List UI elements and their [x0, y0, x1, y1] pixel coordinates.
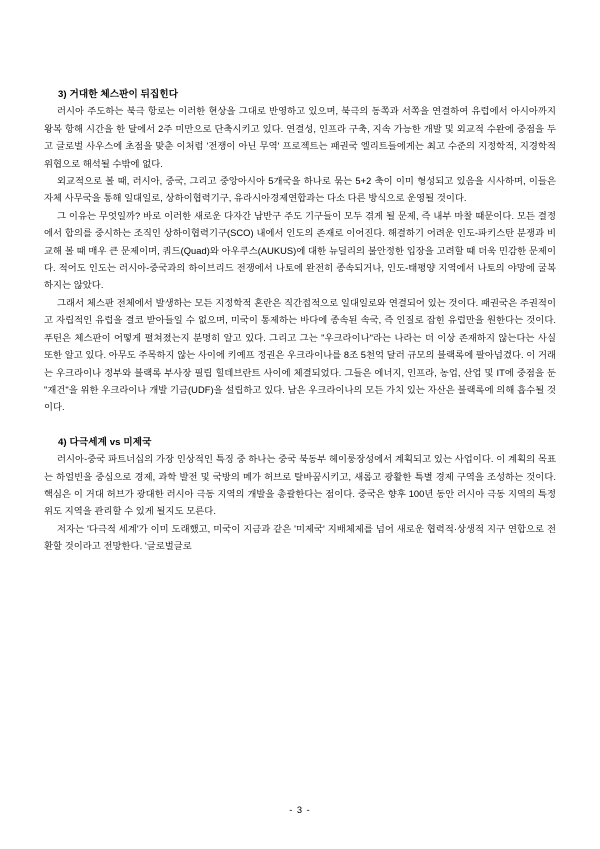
page-number: - 3 -: [289, 805, 311, 815]
paragraph: 그래서 체스판 전체에서 발생하는 모든 지정학적 혼란은 직간접적으로 일대일로와 연결되어 있는 것이다. 패권국은 주권적이고 자립적인 유럽을 결코 받아들일 수 없으며, 미국이 통제하는 바다에 종속된 속국, 즉 인질로 잡힌 유럽만을 원한다는 것이다. 푸틴은 체스판이 어떻게 펼쳐졌는지 분명히 알고 있다. 그리고 그는 "우크라이나"라는 나라는 더 이상 존재하지 않는다는 사실 또한 알고 있다. 아무도 주목하지 않는 사이에 키예프 정권은 우크라이나를 8조 5천억 달러 규모의 블랙록에 팔아넘겼다. 이 거래는 우크라이나 정부와 블랙록 부사장 필립 힐데브란트 사이에 체결되었다. 그들은 에너지, 인프라, 농업, 산업 및 IT에 중점을 둔 "재건"을 위한 우크라이나 개발 기금(UDF)을 설립하고 있다. 남은 우크라이나의 모든 가치 있는 자산은 블랙록에 의해 흡수될 것이다.: [44, 297, 557, 413]
paragraph: 러시아 주도하는 북극 항로는 이러한 현상을 그대로 반영하고 있으며, 북극의 동쪽과 서쪽을 연결하여 유럽에서 아시아까지 왕복 항해 시간을 한 달에서 2주 미만으로 단축시키고 있다. 연결성, 인프라 구축, 지속 가능한 개발 및 외교적 수완에 중점을 두고 글로벌 사우스에 초점을 맞춘 이처럼 '전쟁이 아닌 무역' 프로젝트는 패권국 엘리트들에게는 최고 수준의 지정학적, 지경학적 위협으로 해석될 수밖에 없다.: [44, 106, 556, 169]
paragraph: 외교적으로 볼 때, 러시아, 중국, 그리고 중앙아시아 5개국을 하나로 묶는 5+2 축이 이미 형성되고 있음을 시사하며, 이들은 자체 사무국을 통해 일대일로, 상하이협력기구, 유라시아경제연합과는 다소 다른 방식으로 운영될 것이다.: [44, 176, 556, 204]
document-body: [44, 86, 556, 556]
section-heading-1: 3) 거대한 체스판이 뒤집힌다: [58, 89, 179, 100]
paragraph: 저자는 '다극적 세계'가 이미 도래했고, 미국이 지금과 같은 '미제국' 지배체제를 넘어 새로운 협력적·상생적 지구 연합으로 전환할 것이라고 전망한다. '글로벌글로: [44, 523, 556, 552]
paragraph: 러시아-중국 파트너십의 가장 인상적인 특징 중 하나는 중국 북동부 헤이룽장성에서 계획되고 있는 사업이다. 이 계획의 목표는 하얼빈을 중심으로 경제, 과학 발전 및 국방의 메가 허브로 탈바꿈시키고, 새롭고 광활한 특별 경제 구역을 조성하는 것이다. 핵심은 이 거대 허브가 광대한 러시아 극동 지역의 개발을 총괄한다는 점이다. 중국은 향후 100년 동안 러시아 극동 지역의 특정 위도 지역을 관리할 수 있게 될지도 모른다.: [44, 454, 556, 517]
section-divider-space: [44, 417, 556, 434]
paragraph: 그 이유는 무엇일까? 바로 이러한 새로운 다자간 남반구 주도 기구들이 모두 겪게 될 문제, 즉 내부 마찰 때문이다. 모든 결정에서 합의를 중시하는 조직인 상하이협력기구(SCO) 내에서 인도의 존재로 이어진다. 해결하기 어려운 인도-파키스탄 분쟁과 비교해 볼 때 매우 큰 문제이며, 쿼드(Quad)와 아우쿠스(AUKUS)에 대한 뉴딜리의 불안정한 입장을 고려할 때 더욱 민감한 문제이다. 적어도 인도는 러시아-중국과의 하이브리드 전쟁에서 나토에 완전히 종속되거나, 인도-태평양 지역에서 나토의 야망에 굴복하지는 않았다.: [44, 210, 556, 291]
section-heading-2: 4) 다극세계 vs 미제국: [58, 436, 152, 448]
